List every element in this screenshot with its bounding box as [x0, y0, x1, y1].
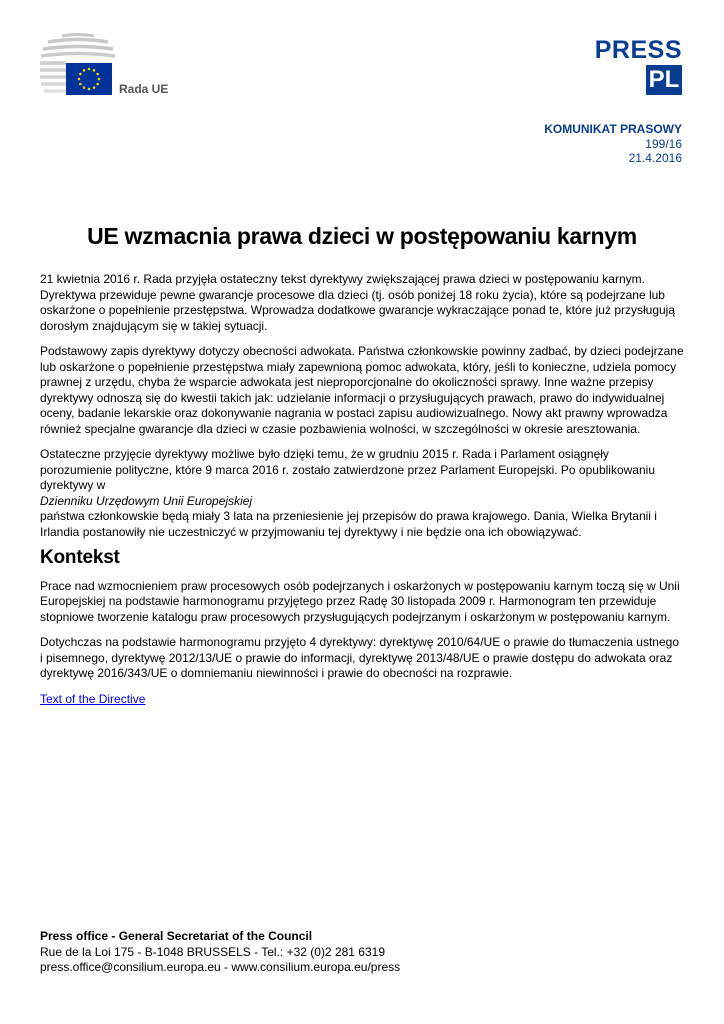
footer-title: Press office - General Secretariat of the Council: [40, 929, 313, 943]
release-type: KOMUNIKAT PRASOWY: [544, 122, 682, 136]
press-label: PRESS: [594, 36, 682, 64]
paragraph-directives: Dotychczas na podstawie harmonogramu przyjęto 4 dyrektywy: dyrektywę 2010/64/UE o prawie do tłumaczenia ustnego i pisemnego, dyrektywę 2012/13/UE o prawie do informacji, dyrektywę 2013/48/UE o prawie dostępu do adwokata oraz dyrektywę 2016/343/UE o domniemaniu niewinności i prawie do obecności na rozprawie.: [40, 635, 679, 680]
page-title: UE wzmacnia prawa dzieci w postępowaniu karnym: [87, 223, 637, 250]
organization-name: Rada UE: [119, 82, 169, 96]
flag-star: [79, 83, 82, 86]
article-body: [40, 272, 684, 717]
release-number: 199/16: [645, 136, 682, 151]
footer-contact: press.office@consilium.europa.eu - www.consilium.europa.eu/press: [40, 960, 401, 974]
eu-flag-icon: [66, 63, 112, 95]
section-heading-context: Kontekst: [40, 547, 120, 568]
press-language: PL: [646, 65, 682, 95]
flag-star: [98, 78, 101, 81]
paragraph-intro: 21 kwietnia 2016 r. Rada przyjęła ostateczny tekst dyrektywy zwiększającej prawa dzieci w postępowaniu karnym. Dyrektywa przewiduje pewne gwarancje procesowe dla dzieci (tj. osób poniżej 18 roku życia), które są podejrzane lub oskarżone o popełnienie przestępstwa. Wprowadza dodatkowe gwarancje wykraczające ponad te, które już przysługują dorosłym znajdującym się w takiej sytuacji.: [40, 272, 676, 333]
flag-star: [96, 73, 99, 76]
paragraph-adoption: [40, 447, 684, 540]
flag-star: [93, 69, 96, 72]
paragraph-roadmap: Prace nad wzmocnieniem praw procesowych osób podejrzanych i oskarżonych w postępowaniu karnym toczą się w Unii Europejskiej na podstawie harmonogramu przyjętego przez Radę 30 listopada 2009 r. Harmonogram ten przewiduje stopniowe tworzenie katalogu praw procesowych przysługujących podejrzanym i oskarżonym w postępowaniu karnym.: [40, 578, 680, 624]
flag-star: [78, 78, 81, 81]
flag-star: [96, 83, 99, 86]
flag-star: [83, 69, 86, 72]
official-journal-name: Dzienniku Urzędowym Unii Europejskiej: [40, 493, 253, 508]
press-badge: [595, 36, 682, 95]
directive-text-link[interactable]: Text of the Directive: [40, 691, 146, 706]
flag-star: [79, 73, 82, 76]
release-date: 21.4.2016: [628, 151, 682, 165]
flag-star: [88, 68, 91, 71]
flag-star: [83, 86, 86, 89]
adoption-text-start: Ostateczne przyjęcie dyrektywy możliwe było dzięki temu, że w grudniu 2015 r. Rada i Parlament osiągnęły porozumienie polityczne, które 9 marca 2016 r. zostało zatwierdzone przez Parlament Europejski. Po opublikowaniu dyrektywy w: [40, 447, 655, 492]
footer: [40, 929, 400, 976]
flag-star: [88, 88, 91, 91]
footer-address: Rue de la Loi 175 - B-1048 BRUSSELS - Tel.: +32 (0)2 281 6319: [40, 944, 385, 959]
flag-star: [93, 86, 96, 89]
adoption-text-end: państwa członkowskie będą miały 3 lata na przeniesienie jej przepisów do prawa krajowego. Dania, Wielka Brytanii i Irlandia postanowiły nie uczestniczyć w przyjmowaniu tej dyrektywy i nie będzie ona ich obowiązywać.: [40, 509, 657, 539]
council-logo: [40, 33, 180, 103]
paragraph-lawyer: Podstawowy zapis dyrektywy dotyczy obecności adwokata. Państwa członkowskie powinny zadbać, by dzieci podejrzane lub oskarżone o popełnienie przestępstwa miały zapewnioną pomoc adwokata, który, jeśli to konieczne, udziela pomocy prawnej z urzędu, chyba że wsparcie adwokata jest nieproporcjonalne do okoliczności sprawy. Inne ważne przepisy dyrektywy odnoszą się do kwestii takich jak: udzielanie informacji o przysługujących prawach, prawo do indywidualnej oceny, badanie lekarskie oraz dokonywanie nagrania w postaci zapisu audiowizualnego. Nowy akt prawny wprowadza również specjalne gwarancje dla dzieci w czasie pozbawienia wolności, w szczególności w okresie aresztowania.: [40, 344, 684, 436]
release-meta: [544, 122, 682, 166]
